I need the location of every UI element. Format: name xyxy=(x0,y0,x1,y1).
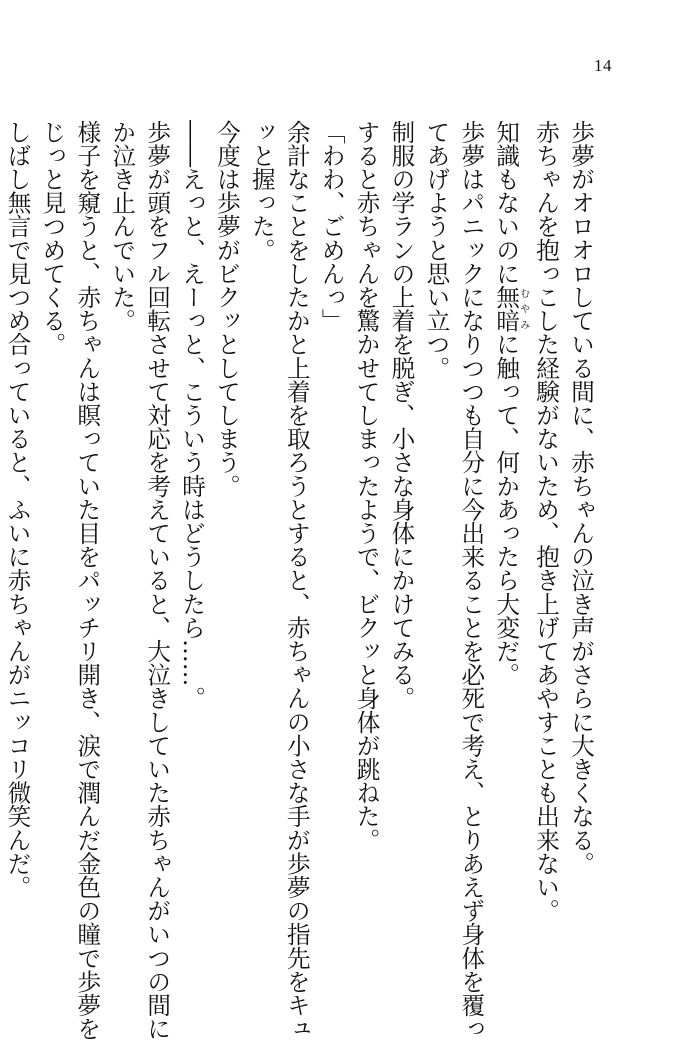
text-line: 余計なことをしたかと上着を取ろうとすると、赤ちゃんの小さな手が歩夢の指先をキュ xyxy=(282,120,311,1040)
ruby-line-before: 知識もないのに xyxy=(492,120,521,286)
text-line: すると赤ちゃんを驚かせてしまったようで、ビクッと身体が跳ねた。 xyxy=(352,120,381,852)
text-line: 今度は歩夢がビクッとしてしまう。 xyxy=(212,120,241,498)
text-line: ――えっと、えーっと、こういう時はどうしたら……。 xyxy=(178,120,207,710)
text-line: じっと見つめてくる。 xyxy=(38,120,67,356)
text-line-with-ruby xyxy=(488,120,528,1000)
ruby-line-after: に触って、何かあったら大変だ。 xyxy=(492,332,521,687)
ruby-reading: むやみ xyxy=(517,285,529,333)
text-line: しばし無言で見つめ合っていると、ふいに赤ちゃんがニッコリ微笑んだ。 xyxy=(3,120,32,899)
ruby-annotation xyxy=(492,285,529,333)
text-line: か泣き止んでいた。 xyxy=(108,120,137,333)
text-line: 歩夢が頭をフル回転させて対応を考えていると、大泣きしていた赤ちゃんがいつの間に xyxy=(143,120,172,1040)
text-line: 様子を窺うと、赤ちゃんは瞑っていた目をパッチリ開き、涙で潤んだ金色の瞳で歩夢を xyxy=(73,120,102,1040)
text-line: 歩夢がオロオロしている間に、赤ちゃんの泣き声がさらに大きくなる。 xyxy=(567,120,595,876)
text-line: てあげようと思い立つ。 xyxy=(422,120,451,380)
page-number: 14 xyxy=(594,56,612,75)
text-line: 歩夢はパニックになりつつも自分に今出来ることを必死で考え、とりあえず身体を覆っ xyxy=(457,120,486,1040)
text-line: 制服の学ランの上着を脱ぎ、小さな身体にかけてみる。 xyxy=(387,120,416,710)
body-text xyxy=(0,120,598,1040)
text-line: ッと握った。 xyxy=(247,120,276,262)
text-line: 「わわ、ごめんっ」 xyxy=(317,120,346,333)
ruby-base: 無暗 xyxy=(492,285,521,333)
text-line: 赤ちゃんを抱っこした経験がないため、抱き上げてあやすことも出来ない。 xyxy=(532,120,561,923)
